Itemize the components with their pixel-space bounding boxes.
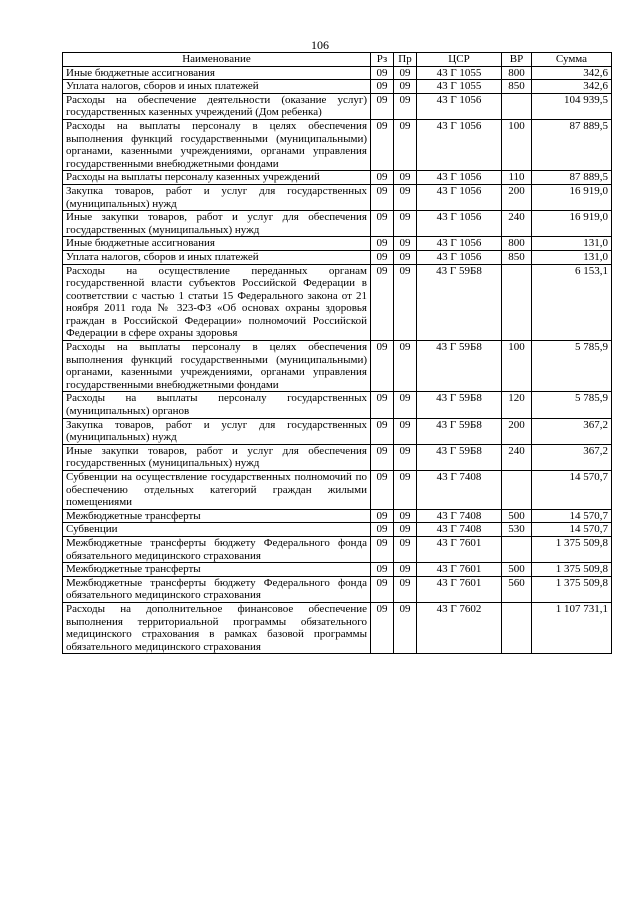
table-row xyxy=(63,264,612,341)
row-name: Межбюджетные трансферты xyxy=(63,509,371,523)
table-row xyxy=(63,523,612,537)
row-csr: 43 Г 7408 xyxy=(417,509,502,523)
table-row xyxy=(63,250,612,264)
row-vr xyxy=(502,93,532,119)
row-vr: 800 xyxy=(502,237,532,251)
row-rz: 09 xyxy=(371,576,394,602)
row-rz: 09 xyxy=(371,563,394,577)
row-name: Иные бюджетные ассигнования xyxy=(63,237,371,251)
row-rz: 09 xyxy=(371,523,394,537)
row-name: Субвенции на осуществление государственных полномочий по обеспечению отдельных категорий граждан жилыми помещениями xyxy=(63,471,371,510)
header-sum: Сумма xyxy=(532,53,612,67)
row-sum: 1 375 509,8 xyxy=(532,563,612,577)
row-sum: 6 153,1 xyxy=(532,264,612,341)
row-name: Межбюджетные трансферты бюджету Федерального фонда обязательного медицинского страхования xyxy=(63,576,371,602)
row-name: Иные закупки товаров, работ и услуг для обеспечения государственных (муниципальных) нужд xyxy=(63,211,371,237)
row-sum: 5 785,9 xyxy=(532,392,612,418)
row-sum: 14 570,7 xyxy=(532,523,612,537)
table-row xyxy=(63,341,612,392)
row-csr: 43 Г 7408 xyxy=(417,523,502,537)
table-row xyxy=(63,237,612,251)
table-row xyxy=(63,211,612,237)
row-rz: 09 xyxy=(371,250,394,264)
row-vr xyxy=(502,471,532,510)
table-row xyxy=(63,444,612,470)
row-csr: 43 Г 1056 xyxy=(417,237,502,251)
row-vr: 560 xyxy=(502,576,532,602)
table-row xyxy=(63,509,612,523)
row-pr: 09 xyxy=(394,66,417,80)
row-rz: 09 xyxy=(371,536,394,562)
table-row xyxy=(63,563,612,577)
row-name: Иные бюджетные ассигнования xyxy=(63,66,371,80)
row-sum: 16 919,0 xyxy=(532,184,612,210)
row-sum: 1 107 731,1 xyxy=(532,602,612,653)
row-pr: 09 xyxy=(394,341,417,392)
row-vr xyxy=(502,602,532,653)
row-name: Расходы на выплаты персоналу государственных (муниципальных) органов xyxy=(63,392,371,418)
row-csr: 43 Г 1056 xyxy=(417,211,502,237)
row-csr: 43 Г 1055 xyxy=(417,66,502,80)
table-row xyxy=(63,171,612,185)
table-row xyxy=(63,184,612,210)
row-rz: 09 xyxy=(371,93,394,119)
row-csr: 43 Г 59Б8 xyxy=(417,264,502,341)
row-sum: 342,6 xyxy=(532,80,612,94)
row-pr: 09 xyxy=(394,184,417,210)
row-pr: 09 xyxy=(394,237,417,251)
row-csr: 43 Г 1056 xyxy=(417,119,502,170)
row-rz: 09 xyxy=(371,211,394,237)
header-name: Наименование xyxy=(63,53,371,67)
row-name: Расходы на осуществление переданных органам государственной власти субъектов Российской Федерации в соответствии с частью 1 статьи 15 Федерального закона от 21 ноября 2011 года № 323-ФЗ «Об основах охраны здоровья граждан в Российской Федерации» полномочий Российской Федерации в сфере охраны здоровья xyxy=(63,264,371,341)
row-pr: 09 xyxy=(394,211,417,237)
row-pr: 09 xyxy=(394,93,417,119)
row-vr: 530 xyxy=(502,523,532,537)
row-name: Расходы на обеспечение деятельности (оказание услуг) государственных казенных учреждений (Дом ребенка) xyxy=(63,93,371,119)
header-csr: ЦСР xyxy=(417,53,502,67)
row-pr: 09 xyxy=(394,418,417,444)
row-rz: 09 xyxy=(371,80,394,94)
row-csr: 43 Г 59Б8 xyxy=(417,341,502,392)
row-rz: 09 xyxy=(371,119,394,170)
row-sum: 104 939,5 xyxy=(532,93,612,119)
row-sum: 131,0 xyxy=(532,237,612,251)
row-vr: 100 xyxy=(502,119,532,170)
row-vr: 850 xyxy=(502,250,532,264)
header-vr: ВР xyxy=(502,53,532,67)
row-rz: 09 xyxy=(371,444,394,470)
row-pr: 09 xyxy=(394,171,417,185)
table-row xyxy=(63,471,612,510)
row-csr: 43 Г 1056 xyxy=(417,184,502,210)
row-sum: 16 919,0 xyxy=(532,211,612,237)
row-csr: 43 Г 7601 xyxy=(417,536,502,562)
row-pr: 09 xyxy=(394,471,417,510)
row-csr: 43 Г 1056 xyxy=(417,250,502,264)
table-row xyxy=(63,93,612,119)
row-pr: 09 xyxy=(394,119,417,170)
table-row xyxy=(63,80,612,94)
row-rz: 09 xyxy=(371,602,394,653)
row-rz: 09 xyxy=(371,171,394,185)
row-csr: 43 Г 59Б8 xyxy=(417,392,502,418)
row-csr: 43 Г 1056 xyxy=(417,171,502,185)
row-sum: 14 570,7 xyxy=(532,509,612,523)
row-sum: 5 785,9 xyxy=(532,341,612,392)
row-name: Иные закупки товаров, работ и услуг для обеспечения государственных (муниципальных) нужд xyxy=(63,444,371,470)
table-row xyxy=(63,119,612,170)
row-rz: 09 xyxy=(371,184,394,210)
budget-table xyxy=(62,52,612,654)
row-vr: 800 xyxy=(502,66,532,80)
header-pr: Пр xyxy=(394,53,417,67)
row-vr: 120 xyxy=(502,392,532,418)
row-pr: 09 xyxy=(394,444,417,470)
row-rz: 09 xyxy=(371,237,394,251)
row-vr: 500 xyxy=(502,509,532,523)
row-vr: 200 xyxy=(502,184,532,210)
row-rz: 09 xyxy=(371,264,394,341)
row-csr: 43 Г 59Б8 xyxy=(417,418,502,444)
row-csr: 43 Г 1055 xyxy=(417,80,502,94)
row-name: Расходы на выплаты персоналу в целях обеспечения выполнения функций государственными (муниципальными) органами, казенными учреждениями, органами управления государственными внебюджетными фондами xyxy=(63,341,371,392)
row-csr: 43 Г 1056 xyxy=(417,93,502,119)
row-pr: 09 xyxy=(394,509,417,523)
row-csr: 43 Г 7602 xyxy=(417,602,502,653)
row-csr: 43 Г 7601 xyxy=(417,576,502,602)
row-rz: 09 xyxy=(371,509,394,523)
row-rz: 09 xyxy=(371,471,394,510)
row-name: Субвенции xyxy=(63,523,371,537)
row-name: Расходы на выплаты персоналу в целях обеспечения выполнения функций государственными (муниципальными) органами, казенными учреждениями, органами управления государственными внебюджетными фондами xyxy=(63,119,371,170)
row-pr: 09 xyxy=(394,264,417,341)
header-rz: Рз xyxy=(371,53,394,67)
row-pr: 09 xyxy=(394,392,417,418)
table-row xyxy=(63,602,612,653)
row-name: Расходы на дополнительное финансовое обеспечение выполнения территориальной программы обязательного медицинского страхования в рамках базовой программы обязательного медицинского страхования xyxy=(63,602,371,653)
row-sum: 1 375 509,8 xyxy=(532,576,612,602)
row-pr: 09 xyxy=(394,250,417,264)
row-csr: 43 Г 59Б8 xyxy=(417,444,502,470)
row-name: Закупка товаров, работ и услуг для государственных (муниципальных) нужд xyxy=(63,184,371,210)
table-row xyxy=(63,66,612,80)
row-vr: 240 xyxy=(502,444,532,470)
row-sum: 14 570,7 xyxy=(532,471,612,510)
row-rz: 09 xyxy=(371,341,394,392)
row-sum: 342,6 xyxy=(532,66,612,80)
row-vr: 100 xyxy=(502,341,532,392)
row-pr: 09 xyxy=(394,602,417,653)
row-vr: 110 xyxy=(502,171,532,185)
row-rz: 09 xyxy=(371,66,394,80)
page-number: 106 xyxy=(311,38,329,52)
row-pr: 09 xyxy=(394,523,417,537)
row-vr xyxy=(502,264,532,341)
row-pr: 09 xyxy=(394,576,417,602)
row-sum: 131,0 xyxy=(532,250,612,264)
row-rz: 09 xyxy=(371,418,394,444)
row-vr: 200 xyxy=(502,418,532,444)
row-csr: 43 Г 7601 xyxy=(417,563,502,577)
row-vr xyxy=(502,536,532,562)
row-csr: 43 Г 7408 xyxy=(417,471,502,510)
table-row xyxy=(63,576,612,602)
row-sum: 367,2 xyxy=(532,418,612,444)
row-pr: 09 xyxy=(394,536,417,562)
table-header-row xyxy=(63,53,612,67)
row-name: Межбюджетные трансферты бюджету Федерального фонда обязательного медицинского страхования xyxy=(63,536,371,562)
row-pr: 09 xyxy=(394,80,417,94)
row-name: Расходы на выплаты персоналу казенных учреждений xyxy=(63,171,371,185)
row-vr: 500 xyxy=(502,563,532,577)
row-pr: 09 xyxy=(394,563,417,577)
table-row xyxy=(63,418,612,444)
row-name: Уплата налогов, сборов и иных платежей xyxy=(63,250,371,264)
row-sum: 87 889,5 xyxy=(532,171,612,185)
table-row xyxy=(63,536,612,562)
table-row xyxy=(63,392,612,418)
row-vr: 850 xyxy=(502,80,532,94)
row-name: Уплата налогов, сборов и иных платежей xyxy=(63,80,371,94)
row-rz: 09 xyxy=(371,392,394,418)
row-sum: 1 375 509,8 xyxy=(532,536,612,562)
row-vr: 240 xyxy=(502,211,532,237)
row-name: Закупка товаров, работ и услуг для государственных (муниципальных) нужд xyxy=(63,418,371,444)
row-sum: 87 889,5 xyxy=(532,119,612,170)
row-sum: 367,2 xyxy=(532,444,612,470)
row-name: Межбюджетные трансферты xyxy=(63,563,371,577)
